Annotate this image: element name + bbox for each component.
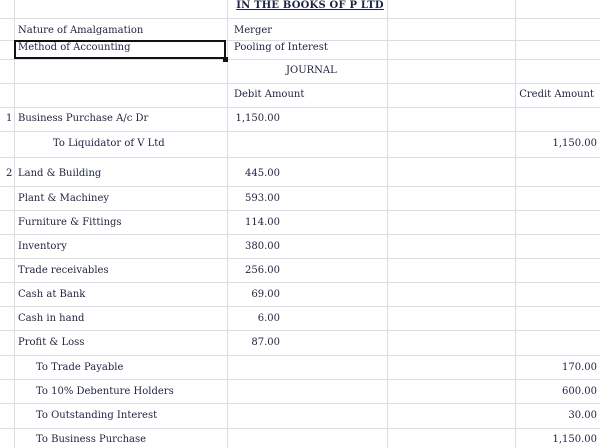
row-divider: [0, 210, 600, 211]
entry-particulars[interactable]: To Trade Payable: [36, 362, 124, 373]
column-divider: [14, 0, 15, 448]
entry-particulars[interactable]: Furniture & Fittings: [18, 217, 122, 228]
row-divider: [0, 107, 600, 108]
debit-header: Debit Amount: [234, 89, 305, 100]
row-divider: [0, 379, 600, 380]
entry-debit[interactable]: 87.00: [251, 337, 280, 348]
entry-particulars[interactable]: Profit & Loss: [18, 337, 85, 348]
row-divider: [0, 59, 600, 60]
row-divider: [0, 83, 600, 84]
credit-header: Credit Amount: [519, 89, 594, 100]
row-divider: [0, 131, 600, 132]
row-divider: [0, 306, 600, 307]
journal-heading: JOURNAL: [286, 65, 337, 76]
selected-cell-outline[interactable]: [14, 40, 226, 59]
nature-label[interactable]: Nature of Amalgamation: [18, 25, 144, 36]
entry-particulars[interactable]: To Outstanding Interest: [36, 410, 158, 421]
row-divider: [0, 355, 600, 356]
entry-credit[interactable]: 1,150.00: [552, 434, 597, 445]
entry-particulars[interactable]: To 10% Debenture Holders: [36, 386, 174, 397]
fill-handle[interactable]: [223, 57, 228, 62]
entry-particulars[interactable]: To Liquidator of V Ltd: [53, 138, 165, 149]
row-divider: [0, 258, 600, 259]
row-divider: [0, 330, 600, 331]
entry-credit[interactable]: 30.00: [568, 410, 597, 421]
entry-debit[interactable]: 114.00: [245, 217, 280, 228]
row-divider: [0, 18, 600, 19]
row-divider: [0, 428, 600, 429]
entry-particulars[interactable]: Cash at Bank: [18, 289, 86, 300]
column-divider: [387, 0, 388, 448]
entry-debit[interactable]: 380.00: [245, 241, 280, 252]
entry-particulars[interactable]: Business Purchase A/c Dr: [18, 113, 149, 124]
entry-particulars[interactable]: Plant & Machiney: [18, 193, 110, 204]
entry-particulars[interactable]: To Business Purchase: [36, 434, 147, 445]
row-divider: [0, 403, 600, 404]
entry-debit[interactable]: 445.00: [245, 168, 280, 179]
nature-value[interactable]: Merger: [234, 25, 273, 36]
entry-debit[interactable]: 6.00: [257, 313, 280, 324]
row-divider: [0, 186, 600, 187]
entry-particulars[interactable]: Cash in hand: [18, 313, 85, 324]
method-value[interactable]: Pooling of Interest: [234, 42, 328, 53]
entry-particulars[interactable]: Trade receivables: [18, 265, 109, 276]
entry-particulars[interactable]: Inventory: [18, 241, 67, 252]
entry-debit[interactable]: 593.00: [245, 193, 280, 204]
entry-debit[interactable]: 1,150.00: [235, 113, 280, 124]
row-divider: [0, 282, 600, 283]
entry-particulars[interactable]: Land & Building: [18, 168, 102, 179]
method-label[interactable]: Method of Accounting: [18, 42, 131, 53]
entry-debit[interactable]: 256.00: [245, 265, 280, 276]
entry-credit[interactable]: 170.00: [562, 362, 597, 373]
row-divider: [0, 157, 600, 158]
entry-number: 1: [6, 113, 13, 124]
column-divider: [515, 0, 516, 448]
page-title: IN THE BOOKS OF P LTD: [236, 0, 384, 11]
entry-number: 2: [6, 168, 13, 179]
entry-debit[interactable]: 69.00: [251, 289, 280, 300]
row-divider: [0, 234, 600, 235]
entry-credit[interactable]: 1,150.00: [552, 138, 597, 149]
entry-credit[interactable]: 600.00: [562, 386, 597, 397]
